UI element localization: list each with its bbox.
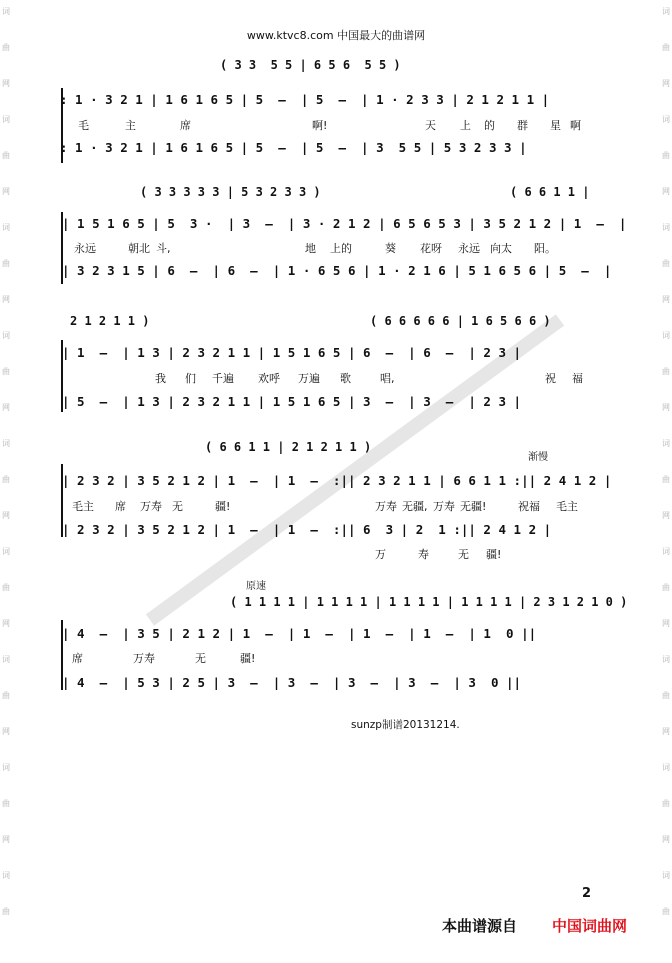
lyric: 疆! xyxy=(486,548,502,561)
lyric: 天 xyxy=(425,119,436,132)
lower-notes: : 1 · 3 2 1 | 1 6 1 6 5 | 5 – | 5 – | 3 5 5 | 5 3 2 3 3 | xyxy=(60,140,527,155)
side-watermark-char: 词 xyxy=(662,763,670,772)
lower-notes: | 2 3 2 | 3 5 2 1 2 | 1 – | 1 – :|| 6 3 | 2 1 :|| 2 4 1 2 | xyxy=(62,522,552,537)
system-1-lyrics xyxy=(0,117,672,131)
side-watermark-char: 曲 xyxy=(2,691,10,700)
system-2-lower xyxy=(0,263,672,279)
lyric: 主 xyxy=(125,119,136,132)
lyric: 无疆, xyxy=(402,500,428,513)
side-watermark-char: 词 xyxy=(2,763,10,772)
side-watermark-char: 曲 xyxy=(662,259,670,268)
page-header: www.ktvc8.com 中国最大的曲谱网 xyxy=(246,29,426,42)
lyric: 阳。 xyxy=(534,242,556,255)
side-watermark-char: 网 xyxy=(662,403,670,412)
side-watermark-char: 网 xyxy=(662,835,670,844)
intro-notes: ( 3 3 3 3 3 | 5 3 2 3 3 ) xyxy=(140,185,321,199)
side-watermark-char: 词 xyxy=(662,223,670,232)
system-3-intro xyxy=(0,314,672,330)
lyric: 福 xyxy=(572,372,583,385)
side-watermark-char: 词 xyxy=(662,547,670,556)
side-watermark-char: 曲 xyxy=(2,583,10,592)
lyric: 永远 xyxy=(74,242,96,255)
side-watermark-char: 网 xyxy=(2,727,10,736)
intro-notes: ( 3 3 5 5 | 6 5 6 5 5 ) xyxy=(220,58,401,72)
lyric: 无疆! xyxy=(460,500,487,513)
lyric: 地 xyxy=(305,242,316,255)
lyric: 万寿 xyxy=(133,652,155,665)
side-watermark-char: 网 xyxy=(2,403,10,412)
side-watermark-char: 词 xyxy=(2,115,10,124)
side-watermark-char: 网 xyxy=(662,619,670,628)
side-watermark-char: 网 xyxy=(662,727,670,736)
side-watermark-char: 曲 xyxy=(2,475,10,484)
system-5-lyrics xyxy=(0,650,672,664)
side-watermark-char: 词 xyxy=(2,871,10,880)
lyric: 祝 xyxy=(545,372,556,385)
lyric: 无 xyxy=(458,548,469,561)
intro-notes-2: ( 6 6 1 1 | xyxy=(510,185,590,199)
lyric: 朝北 xyxy=(128,242,150,255)
side-watermark-char: 网 xyxy=(662,187,670,196)
system-4-lower xyxy=(0,522,672,538)
side-watermark-char: 词 xyxy=(2,439,10,448)
lyric: 星 xyxy=(550,119,561,132)
side-watermark-char: 网 xyxy=(2,835,10,844)
side-watermark-char: 曲 xyxy=(2,367,10,376)
lyric: 斗, xyxy=(156,242,171,255)
lyric: 歌 xyxy=(340,372,351,385)
lyric: 群 xyxy=(517,119,528,132)
side-watermark-char: 曲 xyxy=(2,907,10,916)
lyric: 万寿 xyxy=(140,500,162,513)
upper-notes: : 1 · 3 2 1 | 1 6 1 6 5 | 5 – | 5 – | 1 · 2 3 3 | 2 1 2 1 1 | xyxy=(60,92,550,107)
side-watermark-char: 网 xyxy=(2,79,10,88)
lyric: 的 xyxy=(484,119,495,132)
system-4-intro xyxy=(0,440,672,456)
lyric: 席 xyxy=(72,652,83,665)
lyric: 永远 xyxy=(458,242,480,255)
side-watermark-char: 词 xyxy=(662,871,670,880)
side-watermark-char: 曲 xyxy=(2,259,10,268)
lyric: 上 xyxy=(460,119,471,132)
side-watermark-char: 词 xyxy=(662,7,670,16)
side-watermark-char: 词 xyxy=(2,223,10,232)
intro-notes: 2 1 2 1 1 ) xyxy=(70,314,150,328)
system-1-upper xyxy=(0,92,672,108)
side-watermark-char: 词 xyxy=(2,7,10,16)
side-watermark-char: 词 xyxy=(2,547,10,556)
lyric: 万寿 xyxy=(433,500,455,513)
system-1-intro xyxy=(0,58,672,74)
lyric: 唱, xyxy=(380,372,395,385)
lower-notes: | 4 – | 5 3 | 2 5 | 3 – | 3 – | 3 – | 3 – | 3 0 || xyxy=(62,675,522,690)
lyric: 千遍 xyxy=(212,372,234,385)
system-5-intro xyxy=(0,595,672,611)
tempo-slowing: 渐慢 xyxy=(528,452,548,463)
lyric: 我 xyxy=(155,372,166,385)
system-4-lower-lyrics xyxy=(0,546,672,560)
side-watermark-char: 网 xyxy=(662,295,670,304)
side-watermark-char: 曲 xyxy=(662,367,670,376)
side-watermark-char: 曲 xyxy=(662,583,670,592)
side-watermark-char: 曲 xyxy=(662,799,670,808)
lyric: 无 xyxy=(172,500,183,513)
lyric: 毛主 xyxy=(556,500,578,513)
lyric: 寿 xyxy=(418,548,429,561)
side-watermark-char: 曲 xyxy=(2,43,10,52)
intro-notes-2: ( 6 6 6 6 6 | 1 6 5 6 6 ) xyxy=(370,314,551,328)
side-watermark-char: 词 xyxy=(662,115,670,124)
intro-notes: ( 6 6 1 1 | 2 1 2 1 1 ) xyxy=(205,440,372,454)
system-3-lower xyxy=(0,394,672,410)
lyric: 上的 xyxy=(330,242,352,255)
side-watermark-char: 网 xyxy=(662,511,670,520)
lyric: 啊 xyxy=(570,119,581,132)
system-3-lyrics xyxy=(0,370,672,384)
lyric: 啊! xyxy=(312,119,328,132)
side-watermark-char: 词 xyxy=(662,331,670,340)
footer-source-label: 本曲谱源自 xyxy=(442,917,518,935)
lyric: 疆! xyxy=(240,652,256,665)
side-watermark-char: 曲 xyxy=(662,691,670,700)
lyric: 万寿 xyxy=(375,500,397,513)
side-watermark-char: 网 xyxy=(2,187,10,196)
system-1-lower xyxy=(0,140,672,156)
upper-notes: | 1 – | 1 3 | 2 3 2 1 1 | 1 5 1 6 5 | 6 – | 6 – | 2 3 | xyxy=(62,345,522,360)
footer-site-link[interactable]: 中国词曲网 xyxy=(552,917,628,935)
lyric: 万 xyxy=(375,548,386,561)
lower-notes: | 5 – | 1 3 | 2 3 2 1 1 | 1 5 1 6 5 | 3 – | 3 – | 2 3 | xyxy=(62,394,522,409)
tempo-original: 原速 xyxy=(246,581,266,592)
system-5-lower xyxy=(0,675,672,691)
side-watermark-char: 网 xyxy=(2,295,10,304)
lyric: 疆! xyxy=(215,500,231,513)
system-2-upper xyxy=(0,216,672,232)
system-2-intro xyxy=(0,185,672,201)
side-watermark-char: 词 xyxy=(2,331,10,340)
lyric: 万遍 xyxy=(298,372,320,385)
lyric: 欢呼 xyxy=(258,372,280,385)
side-watermark-char: 曲 xyxy=(662,151,670,160)
system-4-upper xyxy=(0,473,672,489)
system-2-lyrics xyxy=(0,240,672,254)
system-5-upper xyxy=(0,626,672,642)
lyric: 们 xyxy=(185,372,196,385)
lyric: 祝福 xyxy=(518,500,540,513)
side-watermark-char: 词 xyxy=(2,655,10,664)
side-watermark-char: 曲 xyxy=(662,907,670,916)
lyric: 花呀 xyxy=(420,242,442,255)
side-watermark-char: 网 xyxy=(2,619,10,628)
upper-notes: | 4 – | 3 5 | 2 1 2 | 1 – | 1 – | 1 – | 1 – | 1 0 || xyxy=(62,626,537,641)
system-3-upper xyxy=(0,345,672,361)
upper-notes: | 1 5 1 6 5 | 5 3 · | 3 – | 3 · 2 1 2 | 6 5 6 5 3 | 3 5 2 1 2 | 1 – | xyxy=(62,216,627,231)
page-number: 2 xyxy=(582,886,592,901)
intro-notes: ( 1 1 1 1 | 1 1 1 1 | 1 1 1 1 | 1 1 1 1 | 2 3 1 2 1 0 ) xyxy=(230,595,628,609)
side-watermark-char: 词 xyxy=(662,439,670,448)
lyric: 席 xyxy=(180,119,191,132)
upper-notes: | 2 3 2 | 3 5 2 1 2 | 1 – | 1 – :|| 2 3 2 1 1 | 6 6 1 1 :|| 2 4 1 2 | xyxy=(62,473,612,488)
side-watermark-char: 网 xyxy=(2,511,10,520)
side-watermark-char: 曲 xyxy=(662,43,670,52)
transcriber-credit: sunzp制谱20131214. xyxy=(351,719,460,731)
side-watermark-char: 网 xyxy=(662,79,670,88)
lyric: 毛 xyxy=(78,119,89,132)
side-watermark-char: 曲 xyxy=(662,475,670,484)
lyric: 席 xyxy=(115,500,126,513)
lyric: 毛主 xyxy=(72,500,94,513)
lyric: 无 xyxy=(195,652,206,665)
lyric: 向太 xyxy=(490,242,512,255)
side-watermark-char: 词 xyxy=(662,655,670,664)
system-4-lyrics xyxy=(0,498,672,512)
side-watermark-char: 曲 xyxy=(2,151,10,160)
side-watermark-char: 曲 xyxy=(2,799,10,808)
lyric: 葵 xyxy=(385,242,396,255)
lower-notes: | 3 2 3 1 5 | 6 – | 6 – | 1 · 6 5 6 | 1 · 2 1 6 | 5 1 6 5 6 | 5 – | xyxy=(62,263,612,278)
